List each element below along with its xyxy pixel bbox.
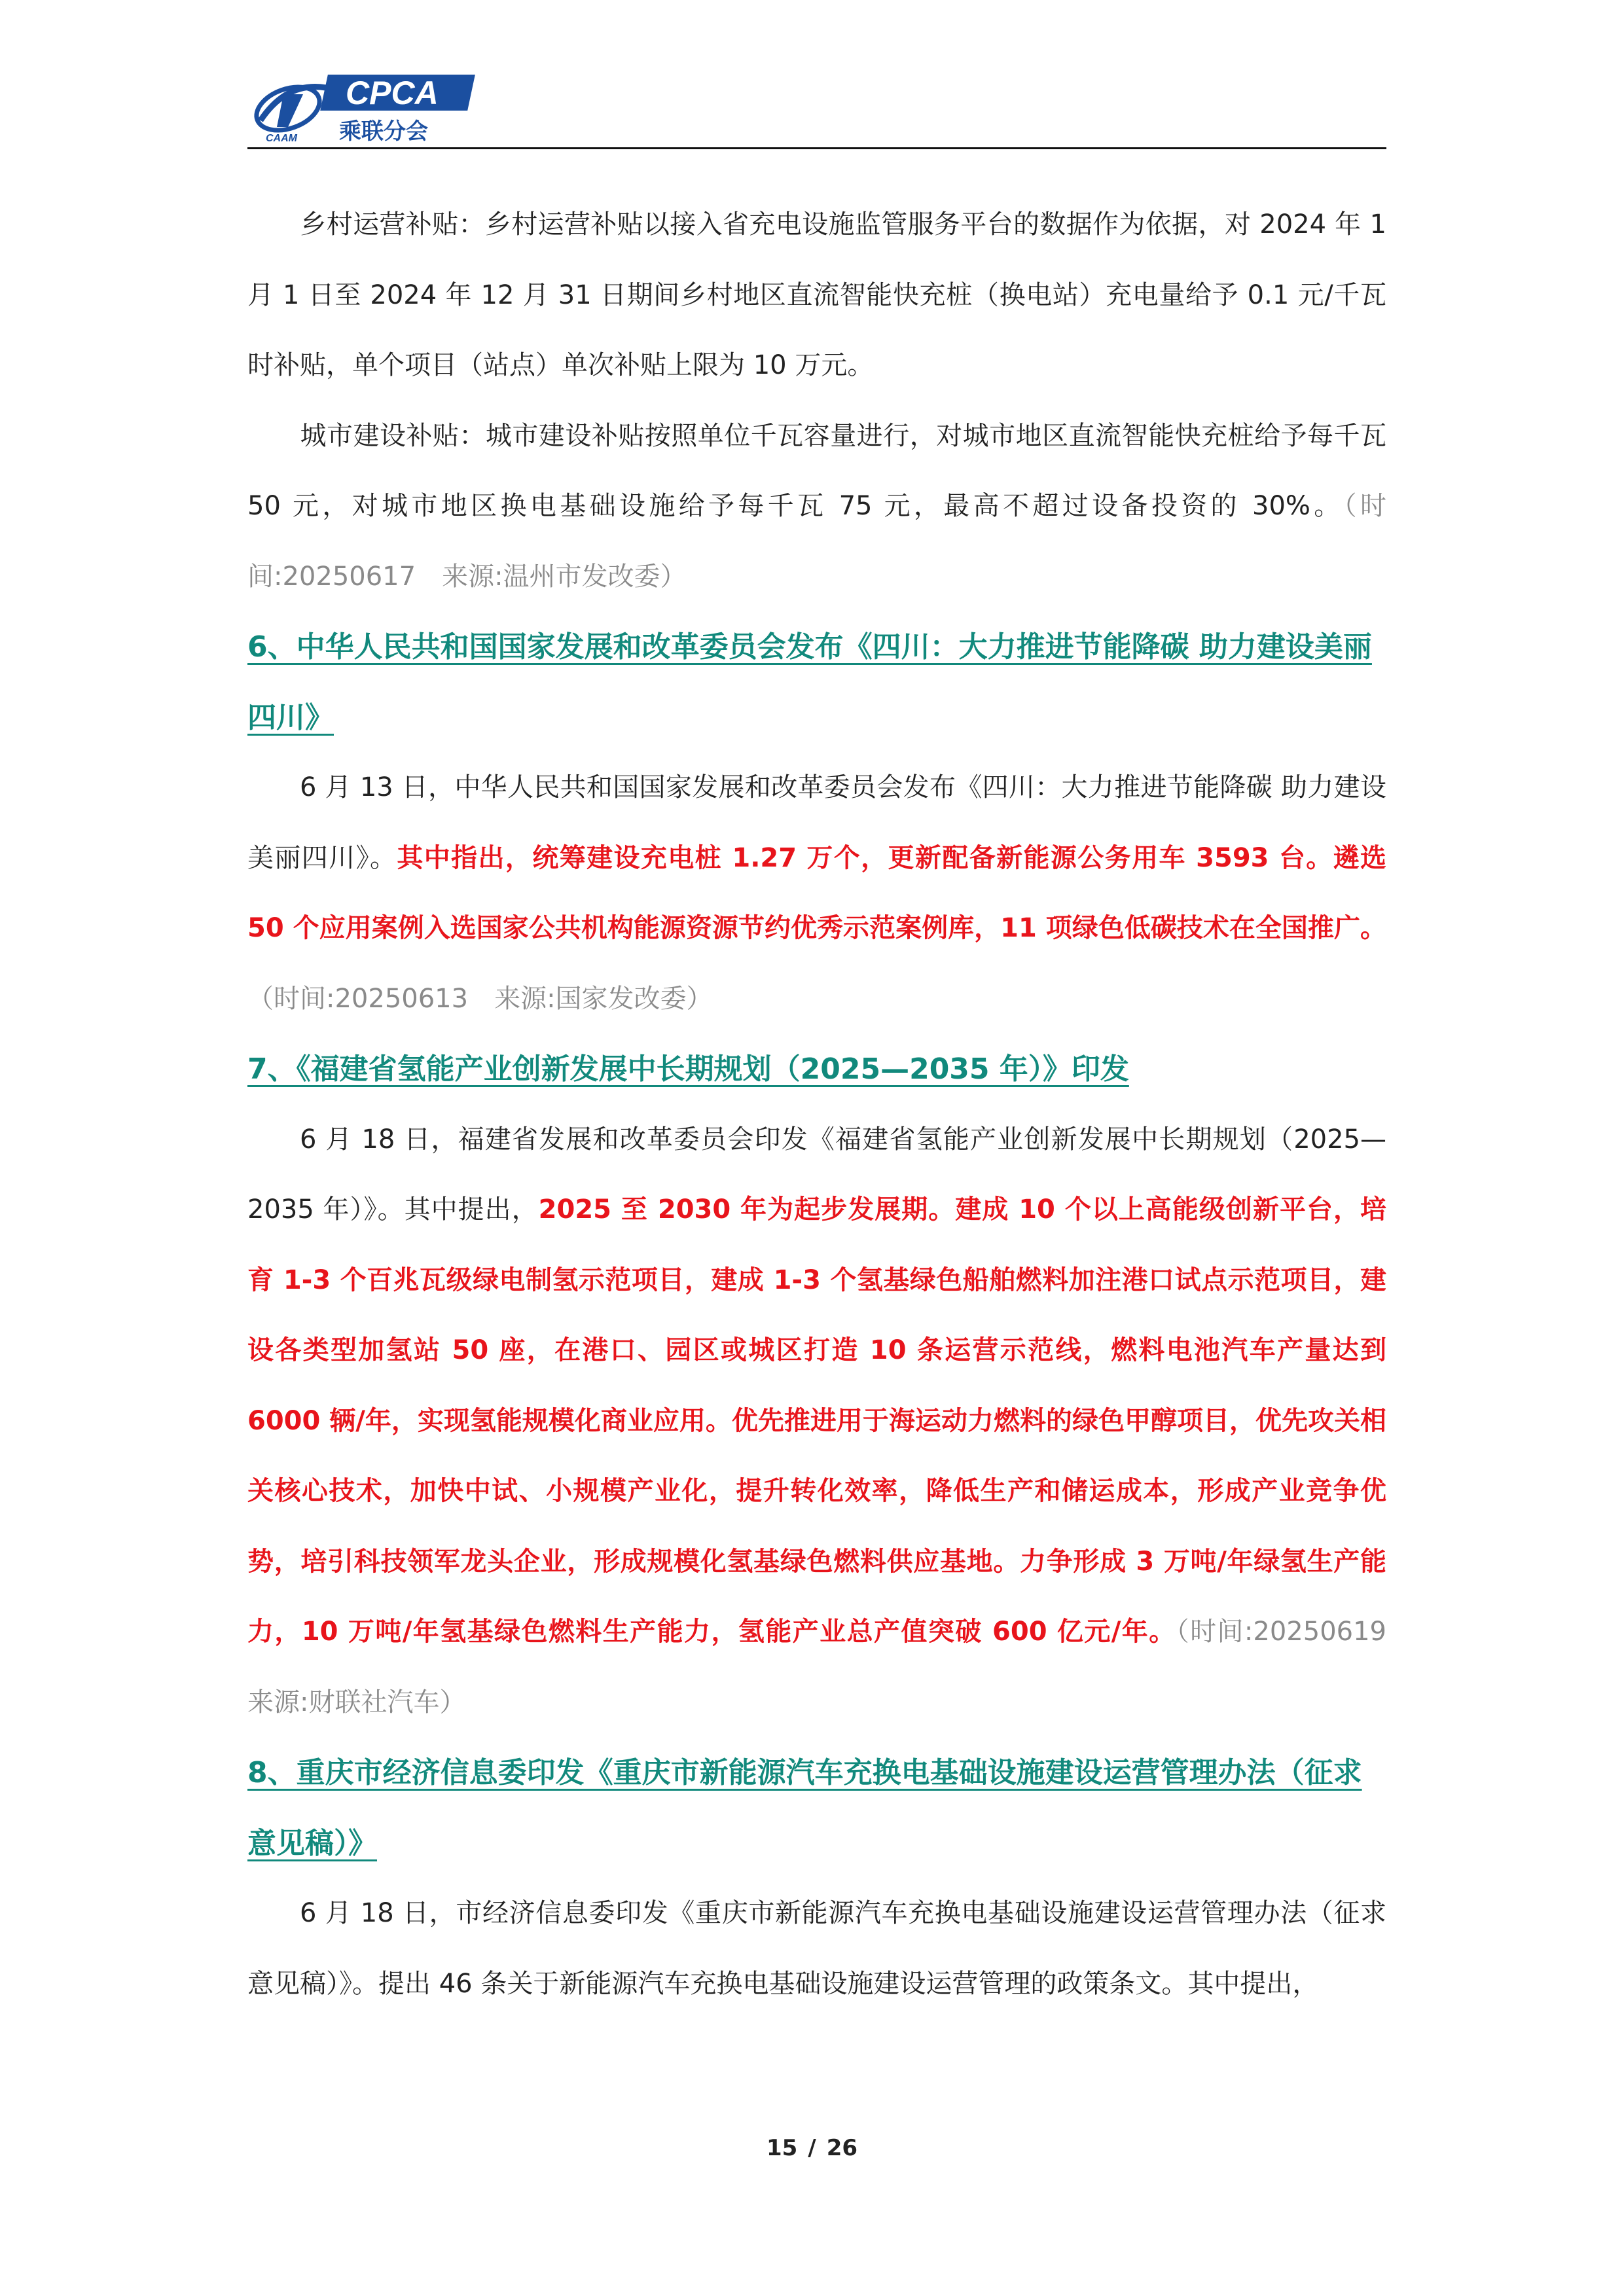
svg-text:CPCA: CPCA [346,75,439,111]
page-content [247,190,1413,2019]
paragraph-city-subsidy [247,401,1386,613]
header-divider [247,147,1386,149]
highlighted-text: 2025 至 2030 年为起步发展期。建成 10 个以上高能级创新平台，培育 1-3 个百兆瓦级绿电制氢示范项目，建成 1-3 个氢基绿色船舶燃料加注港口试点示范项目，建设各类型加氢站 50 座，在港口、园区或城区打造 10 条运营示范线，燃料电池汽车产量达到 6000 辆/年，实现氢能规模化商业应用。优先推进用于海运动力燃料的绿色甲醇项目，优先攻关相关核心技术，加快中试、小规模产业化，提升转化效率，降低生产和储运成本，形成产业竞争优势，培引科技领军龙头企业，形成规模化氢基绿色燃料供应基地。力争形成 3 万吨/年绿氢生产能力，10 万吨/年氢基绿色燃料生产能力，氢能产业总产值突破 600 亿元/年。 [247,1194,1386,1647]
paragraph-text: 乡村运营补贴：乡村运营补贴以接入省充电设施监管服务平台的数据作为依据，对 2024 年 1 月 1 日至 2024 年 12 月 31 日期间乡村地区直流智能快充桩（换电站）充电量给予 0.1 元/千瓦时补贴，单个项目（站点）单次补贴上限为 10 万元。 [247,209,1386,380]
paragraph-text: 6 月 18 日，福建省发展和改革委员会印发《福建省氢能产业创新发展中长期规划（2025—2035 年）》。其中提出， [247,1124,1386,1225]
heading-link[interactable]: 7、《福建省氢能产业创新发展中长期规划（2025—2035 年）》印发 [247,1052,1129,1086]
source-note: （时间:20250617 来源:温州市发改委） [247,491,1387,592]
svg-text:乘联分会: 乘联分会 [339,118,428,145]
section-heading-6[interactable] [247,612,1386,753]
paragraph-fujian [247,1105,1413,1738]
source-note: （时间:20250619 来源:财联社汽车） [247,1617,1413,1717]
paragraph-text: 6 月 18 日，市经济信息委印发《重庆市新能源汽车充换电基础设施建设运营管理办法（征求意见稿）》。提出 46 条关于新能源汽车充换电基础设施建设运营管理的政策条文。其中提出， [247,1898,1386,1999]
page-header [247,68,1386,148]
page-separator: / [808,2135,816,2161]
current-page: 15 [766,2135,798,2161]
paragraph-text: 6 月 13 日，中华人民共和国国家发展和改革委员会发布《四川：大力推进节能降碳 助力建设美丽四川》。 [247,772,1386,873]
highlighted-text: 其中指出，统筹建设充电桩 1.27 万个，更新配备新能源公务用车 3593 台。遴选 50 个应用案例入选国家公共机构能源资源节约优秀示范案例库，11 项绿色低碳技术在全国推广。 [247,842,1386,943]
paragraph-chongqing [247,1878,1386,2019]
heading-link[interactable]: 8、重庆市经济信息委印发《重庆市新能源汽车充换电基础设施建设运营管理办法（征求意见稿）》 [247,1756,1362,1860]
paragraph-sichuan [247,753,1386,1034]
page-number [0,2135,1624,2161]
svg-text:CAAM: CAAM [266,133,297,144]
section-heading-7[interactable] [247,1034,1386,1105]
cpca-logo [247,68,483,145]
paragraph-text: 城市建设补贴：城市建设补贴按照单位千瓦容量进行，对城市地区直流智能快充桩给予每千瓦 50 元，对城市地区换电基础设施给予每千瓦 75 元，最高不超过设备投资的 30%。 [247,420,1386,521]
section-heading-8[interactable] [247,1738,1386,1878]
source-note: （时间:20250613 来源:国家发改委） [247,983,713,1014]
total-pages: 26 [826,2135,858,2161]
heading-link[interactable]: 6、中华人民共和国国家发展和改革委员会发布《四川：大力推进节能降碳 助力建设美丽四川》 [247,630,1372,734]
paragraph-rural-subsidy [247,190,1386,401]
